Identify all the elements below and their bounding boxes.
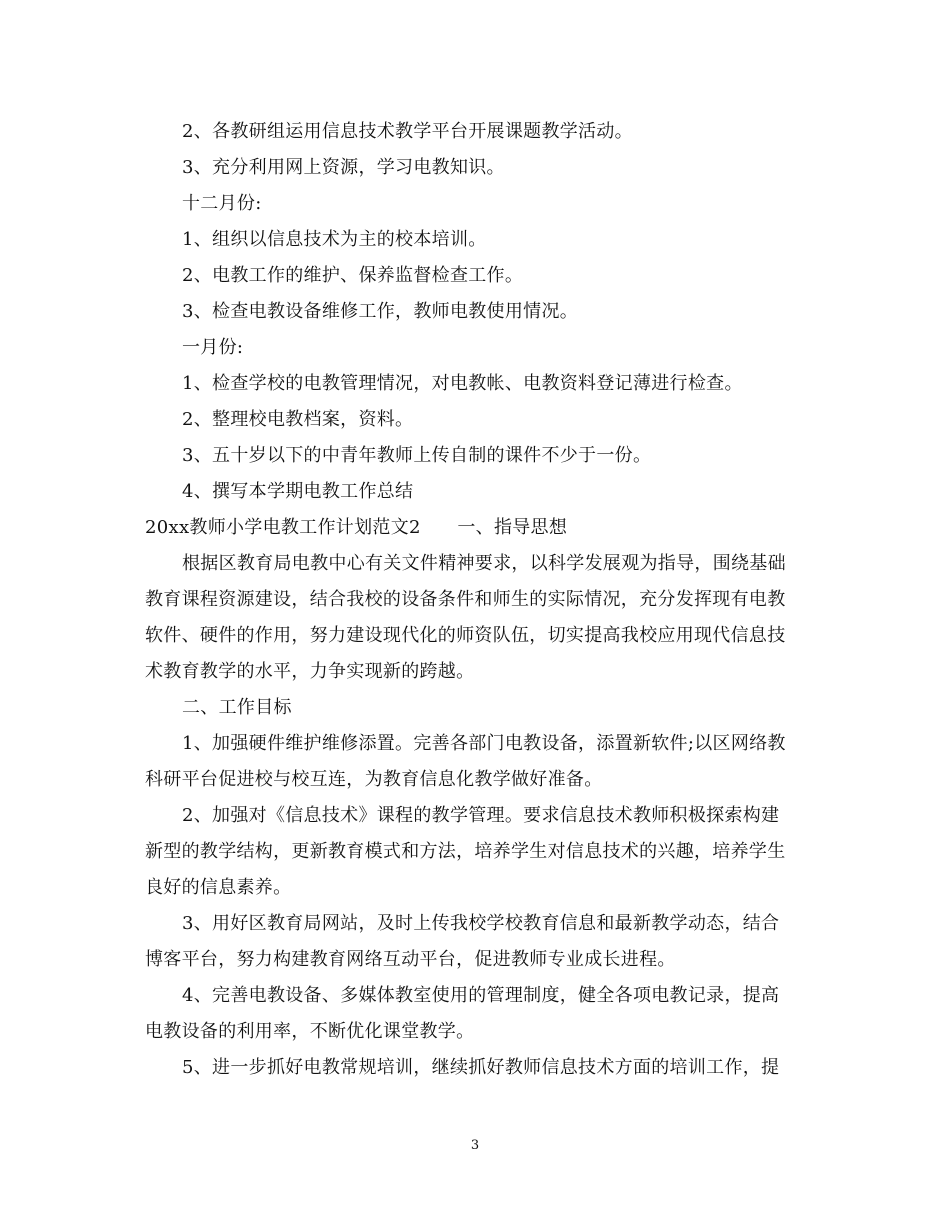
text-line: 电教设备的利用率，不断优化课堂教学。 [145,1021,475,1042]
text-line: 教育课程资源建设，结合我校的设备条件和师生的实际情况，充分发挥现有电教 [145,589,786,610]
text-line: 3、充分利用网上资源，学习电教知识。 [182,157,505,178]
text-line: 1、检查学校的电教管理情况，对电教帐、电教资料登记薄进行检查。 [182,373,743,394]
text-line: 3、五十岁以下的中青年教师上传自制的课件不少于一份。 [182,445,652,466]
section-heading-work-goals: 二、工作目标 [182,697,292,718]
text-line: 1、组织以信息技术为主的校本培训。 [182,229,487,250]
section-heading-december: 十二月份: [182,193,262,214]
text-line: 2、电教工作的维护、保养监督检查工作。 [182,265,524,286]
text-line: 2、各教研组运用信息技术教学平台开展课题教学活动。 [182,121,633,142]
text-line: 术教育教学的水平，力争实现新的跨越。 [145,661,475,682]
text-line: 3、检查电教设备维修工作，教师电教使用情况。 [182,301,579,322]
document-body [145,114,805,1086]
page-number: 3 [470,1138,480,1153]
text-line: 良好的信息素养。 [145,877,292,898]
section-heading-january: 一月份: [182,337,244,358]
text-line: 3、用好区教育局网站，及时上传我校学校教育信息和最新教学动态，结合 [182,913,780,934]
text-line: 1、加强硬件维护维修添置。完善各部门电教设备，添置新软件;以区网络教 [182,733,786,754]
text-line: 4、完善电教设备、多媒体教室使用的管理制度，健全各项电教记录，提高 [182,985,780,1006]
text-line: 2、整理校电教档案，资料。 [182,409,414,430]
text-line: 软件、硬件的作用，努力建设现代化的师资队伍，切实提高我校应用现代信息技 [145,625,786,646]
text-line: 2、加强对《信息技术》课程的教学管理。要求信息技术教师积极探索构建 [182,805,780,826]
text-line: 博客平台，努力构建教育网络互动平台，促进教师专业成长进程。 [145,949,676,970]
text-line: 4、撰写本学期电教工作总结 [182,481,414,502]
text-line: 5、进一步抓好电教常规培训，继续抓好教师信息技术方面的培训工作，提 [182,1057,780,1078]
text-line: 新型的教学结构，更新教育模式和方法，培养学生对信息技术的兴趣，培养学生 [145,841,786,862]
text-line: 科研平台促进校与校互连，为教育信息化教学做好准备。 [145,769,603,790]
document-title-line: 20xx教师小学电教工作计划范文2 一、指导思想 [145,517,568,538]
text-line: 根据区教育局电教中心有关文件精神要求，以科学发展观为指导，围绕基础 [182,553,786,574]
